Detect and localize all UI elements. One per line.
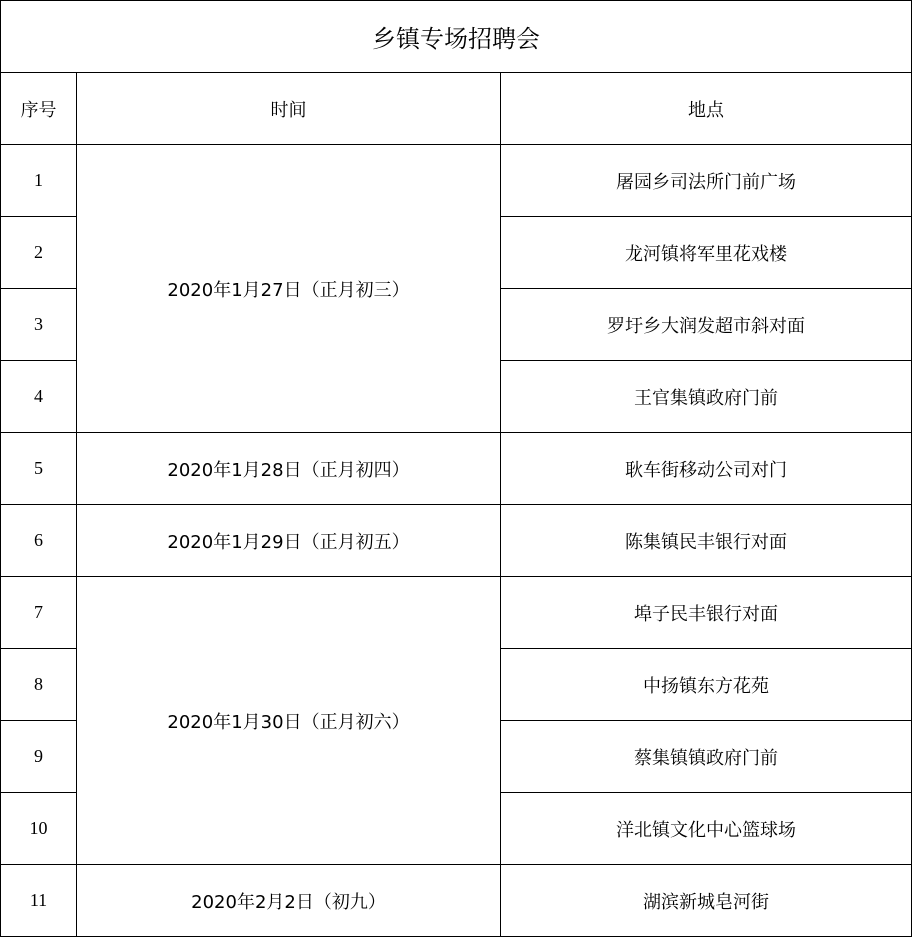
- table-row: [1, 505, 912, 577]
- time-cell: 2020年1月29日（正月初五）: [77, 505, 501, 577]
- table-row: [1, 577, 912, 649]
- time-cell: 2020年1月27日（正月初三）: [77, 145, 501, 433]
- row-number: 2: [1, 217, 77, 289]
- table-row: [1, 433, 912, 505]
- place-cell: 王官集镇政府门前: [501, 361, 912, 433]
- row-number: 8: [1, 649, 77, 721]
- header-place: 地点: [501, 73, 912, 145]
- header-time: 时间: [77, 73, 501, 145]
- place-cell: 陈集镇民丰银行对面: [501, 505, 912, 577]
- row-number: 11: [1, 865, 77, 937]
- row-number: 7: [1, 577, 77, 649]
- row-number: 5: [1, 433, 77, 505]
- place-cell: 龙河镇将军里花戏楼: [501, 217, 912, 289]
- row-number: 4: [1, 361, 77, 433]
- table-row: [1, 865, 912, 937]
- time-cell: 2020年2月2日（初九）: [77, 865, 501, 937]
- place-cell: 洋北镇文化中心篮球场: [501, 793, 912, 865]
- place-cell: 中扬镇东方花苑: [501, 649, 912, 721]
- place-cell: 蔡集镇镇政府门前: [501, 721, 912, 793]
- place-cell: 耿车街移动公司对门: [501, 433, 912, 505]
- place-cell: 湖滨新城皂河街: [501, 865, 912, 937]
- table-row: [1, 145, 912, 217]
- place-cell: 屠园乡司法所门前广场: [501, 145, 912, 217]
- place-cell: 埠子民丰银行对面: [501, 577, 912, 649]
- time-cell: 2020年1月28日（正月初四）: [77, 433, 501, 505]
- row-number: 3: [1, 289, 77, 361]
- row-number: 1: [1, 145, 77, 217]
- row-number: 6: [1, 505, 77, 577]
- place-cell: 罗圩乡大润发超市斜对面: [501, 289, 912, 361]
- table-title: 乡镇专场招聘会: [1, 1, 912, 73]
- row-number: 9: [1, 721, 77, 793]
- header-no: 序号: [1, 73, 77, 145]
- time-cell: 2020年1月30日（正月初六）: [77, 577, 501, 865]
- row-number: 10: [1, 793, 77, 865]
